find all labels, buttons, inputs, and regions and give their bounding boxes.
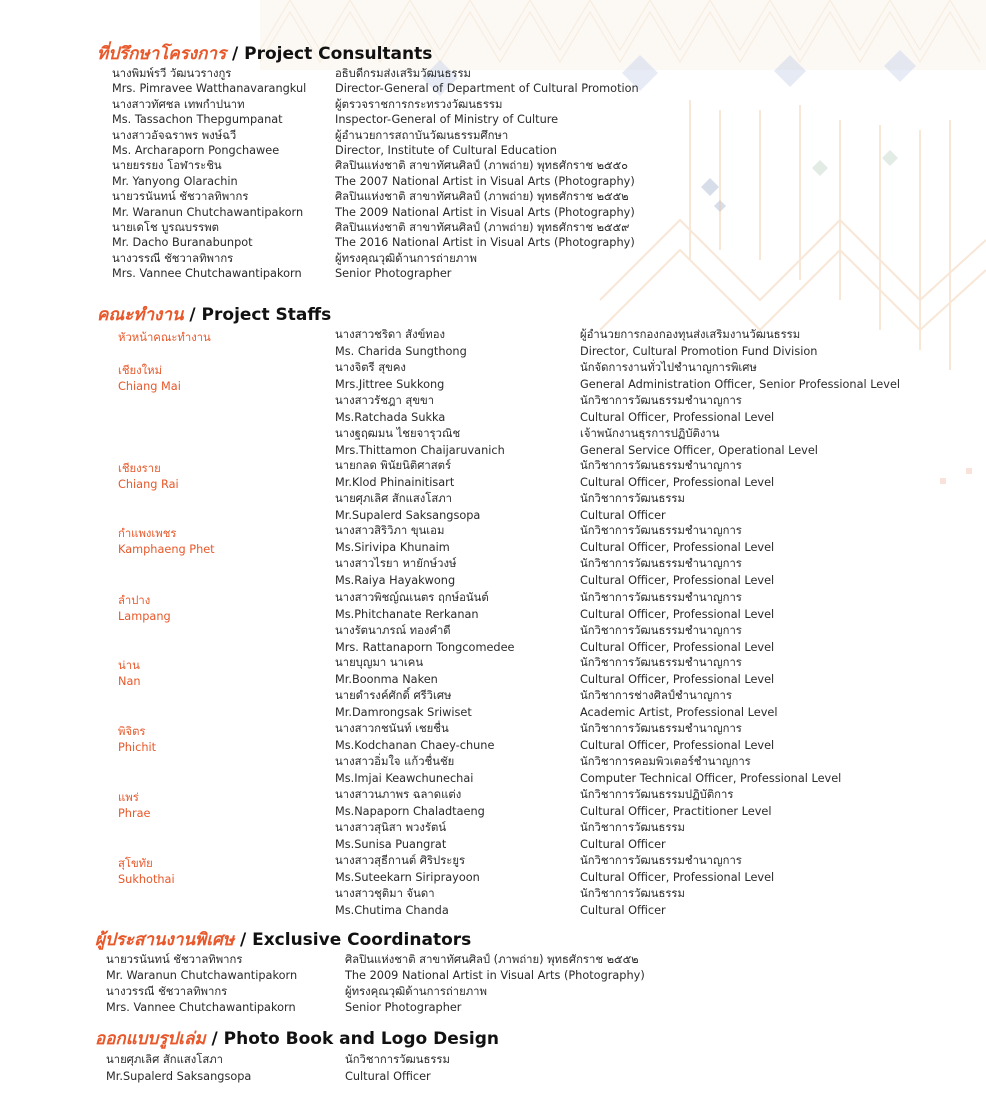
person-name: นางสาวนภาพร ฉลาดแต่ง <box>335 788 462 801</box>
person-title: ศิลปินแห่งชาติ สาขาทัศนศิลป์ (ภาพถ่าย) พุทธศักราช ๒๕๕๐ <box>335 159 629 173</box>
group-label-thai: สุโขทัย <box>118 857 153 870</box>
person-name: Mr. Yanyong Olarachin <box>112 174 238 188</box>
person-title: Cultural Officer, Practitioner Level <box>580 804 772 818</box>
person-name: Mrs. Vannee Chutchawantipakorn <box>106 1001 296 1014</box>
person-name: นางฐฤฒมน ไชยจารุวณิช <box>335 427 461 440</box>
heading-thai: คณะทำงาน <box>97 305 184 325</box>
person-name: นางวรรณี ชัชวาลทิพากร <box>112 251 234 265</box>
group-label-thai: แพร่ <box>118 791 139 804</box>
person-title: General Administration Officer, Senior Professional Level <box>580 377 901 391</box>
group-label-thai: พิจิตร <box>118 725 146 738</box>
person-title: นักวิชาการวัฒนธรรม <box>580 887 685 900</box>
section-heading-staffs <box>97 301 331 328</box>
person-title: ผู้ทรงคุณวุฒิด้านการถ่ายภาพ <box>335 251 477 265</box>
person-name: นางสาวชริดา สังข์ทอง <box>335 328 446 341</box>
person-title: ศิลปินแห่งชาติ สาขาทัศนศิลป์ (ภาพถ่าย) พุทธศักราช ๒๕๕๒ <box>345 953 639 966</box>
person-name: Ms.Suteekarn Siriprayoon <box>335 870 480 884</box>
person-name: Ms.Raiya Hayakwong <box>335 573 456 587</box>
person-name: นางสาวอิ่มใจ แก้วชื่นชัย <box>335 755 455 768</box>
group-label-thai: กำแพงเพชร <box>118 527 177 540</box>
person-title: General Service Officer, Operational Level <box>580 443 818 457</box>
person-name: Mr. Waranun Chutchawantipakorn <box>112 205 304 219</box>
person-title: นักวิชาการวัฒนธรรมชำนาญการ <box>580 394 742 407</box>
person-title: นักวิชาการวัฒนธรรมชำนาญการ <box>580 459 742 472</box>
person-title: นักจัดการงานทั่วไปชำนาญการพิเศษ <box>580 361 757 374</box>
group-label-thai: เชียงใหม่ <box>118 364 163 377</box>
person-title: Cultural Officer <box>580 508 666 522</box>
person-name: นายวรนันทน์ ชัชวาลทิพากร <box>112 190 249 204</box>
person-title: Cultural Officer, Professional Level <box>580 738 775 752</box>
person-title: The 2007 National Artist in Visual Arts (Photography) <box>335 174 635 188</box>
person-title: Director, Cultural Promotion Fund Division <box>580 344 818 358</box>
section-heading-design <box>95 1025 499 1052</box>
person-title: The 2016 National Artist in Visual Arts (Photography) <box>335 236 635 250</box>
person-title: Cultural Officer, Professional Level <box>580 573 775 587</box>
person-title: Cultural Officer, Professional Level <box>580 475 775 489</box>
person-title: Senior Photographer <box>345 1001 462 1014</box>
person-title: นักวิชาการวัฒนธรรมชำนาญการ <box>580 854 742 867</box>
person-name: นางสาวชุติมา จันดา <box>335 887 435 900</box>
person-title: Cultural Officer, Professional Level <box>580 672 775 686</box>
person-title: นักวิชาการวัฒนธรรม <box>345 1053 450 1066</box>
person-title: ผู้อำนวยการสถาบันวัฒนธรรมศึกษา <box>335 128 509 142</box>
person-name: Mr.Klod Phinainitisart <box>335 475 455 489</box>
person-name: นางสาวอัจฉราพร พงษ์ฉวี <box>112 128 237 142</box>
person-title: นักวิชาการวัฒนธรรมชำนาญการ <box>580 656 742 669</box>
heading-thai: ออกแบบรูปเล่ม <box>95 1029 206 1049</box>
person-name: นางวรรณี ชัชวาลทิพากร <box>106 985 228 998</box>
person-name: นางสาวไรยา หายักษ์วงษ์ <box>335 557 457 570</box>
person-name: Ms.Ratchada Sukka <box>335 410 446 424</box>
person-name: นางสาวกชนันท์ เชยชื่น <box>335 722 449 735</box>
person-title: นักวิชาการวัฒนธรรม <box>580 492 685 505</box>
person-title: เจ้าพนักงานธุรการปฏิบัติงาน <box>580 427 720 440</box>
person-name: Ms.Sunisa Puangrat <box>335 837 447 851</box>
group-label-thai: เชียงราย <box>118 462 161 475</box>
group-label-english: Nan <box>118 675 141 688</box>
person-title: Cultural Officer, Professional Level <box>580 540 775 554</box>
person-title: นักวิชาการวัฒนธรรมชำนาญการ <box>580 524 742 537</box>
person-name: Ms. Tassachon Thepgumpanat <box>112 113 283 127</box>
person-name: นายเดโช บูรณบรรพต <box>112 221 220 234</box>
person-name: Mrs.Thittamon Chaijaruvanich <box>335 443 505 457</box>
person-title: Director-General of Department of Cultural Promotion <box>335 82 639 96</box>
person-title: ผู้อำนวยการกองกองทุนส่งเสริมงานวัฒนธรรม <box>580 328 801 341</box>
person-title: ศิลปินแห่งชาติ สาขาทัศนศิลป์ (ภาพถ่าย) พุทธศักราช ๒๕๕๙ <box>335 221 630 234</box>
group-label-thai: ลำปาง <box>118 594 151 607</box>
person-name: นางสาวสิริวิภา ขุนเอม <box>335 524 445 537</box>
person-title: นักวิชาการช่างศิลป์ชำนาญการ <box>580 689 732 702</box>
person-title: นักวิชาการวัฒนธรรมชำนาญการ <box>580 722 742 735</box>
person-title: Cultural Officer, Professional Level <box>580 410 775 424</box>
person-title: นักวิชาการวัฒนธรรมชำนาญการ <box>580 557 742 570</box>
heading-thai: ผู้ประสานงานพิเศษ <box>95 930 235 950</box>
group-label-english: Chiang Rai <box>118 478 179 491</box>
person-title: นักวิชาการคอมพิวเตอร์ชำนาญการ <box>580 755 751 768</box>
group-label-english: Kamphaeng Phet <box>118 543 215 556</box>
group-label-english: Lampang <box>118 610 171 623</box>
person-title: The 2009 National Artist in Visual Arts (Photography) <box>345 969 645 982</box>
person-title: Cultural Officer, Professional Level <box>580 607 775 621</box>
group-label-thai: น่าน <box>118 659 140 672</box>
person-name: Ms.Imjai Keawchunechai <box>335 771 474 785</box>
person-title: อธิบดีกรมส่งเสริมวัฒนธรรม <box>335 67 471 80</box>
person-name: Mr.Damrongsak Sriwiset <box>335 705 472 719</box>
person-title: นักวิชาการวัฒนธรรมชำนาญการ <box>580 591 742 604</box>
person-title: The 2009 National Artist in Visual Arts (Photography) <box>335 205 635 219</box>
person-title: Cultural Officer <box>345 1070 431 1083</box>
person-name: Mr.Supalerd Saksangsopa <box>106 1070 252 1083</box>
person-name: Mrs. Vannee Chutchawantipakorn <box>112 267 302 281</box>
group-label-english: Phrae <box>118 807 151 820</box>
heading-thai: ที่ปรึกษาโครงการ <box>97 44 227 64</box>
person-title: ศิลปินแห่งชาติ สาขาทัศนศิลป์ (ภาพถ่าย) พุทธศักราช ๒๕๕๒ <box>335 190 629 204</box>
person-name: Ms.Phitchanate Rerkanan <box>335 607 479 621</box>
person-name: นางสาวพิชญ์ณเนตร ฤกษ์อนันต์ <box>335 591 489 604</box>
person-name: นายศุภเลิศ สักแสงโสภา <box>335 492 453 505</box>
person-title: Cultural Officer <box>580 837 666 851</box>
person-name: นายกลด พินัยนิติศาสตร์ <box>335 459 452 472</box>
person-name: Mr. Dacho Buranabunpot <box>112 236 253 250</box>
person-name: นางสาวรัชฎา สุขขา <box>335 394 435 407</box>
person-title: ผู้ทรงคุณวุฒิด้านการถ่ายภาพ <box>345 985 487 998</box>
person-name: Ms.Napaporn Chaladtaeng <box>335 804 485 818</box>
person-name: นายยรรยง โอฬาระชิน <box>112 159 222 173</box>
person-name: นายดำรงค์ศักดิ์ ศรีวิเศษ <box>335 689 452 702</box>
person-name: Ms. Archaraporn Pongchawee <box>112 144 280 157</box>
group-label-thai: หัวหน้าคณะทำงาน <box>118 331 211 344</box>
section-heading-consultants <box>97 40 432 67</box>
person-title: Inspector-General of Ministry of Culture <box>335 113 559 127</box>
group-label-english: Chiang Mai <box>118 380 181 393</box>
person-title: Cultural Officer, Professional Level <box>580 870 775 884</box>
person-name: นายบุญมา นาเคน <box>335 656 424 669</box>
heading-english: / Exclusive Coordinators <box>239 930 472 950</box>
person-name: นางรัตนาภรณ์ ทองคำดี <box>335 624 451 637</box>
person-name: Mrs. Pimravee Watthanavarangkul <box>112 82 307 96</box>
section-heading-coordinators <box>95 926 471 953</box>
person-title: นักวิชาการวัฒนธรรมชำนาญการ <box>580 624 742 637</box>
heading-english: / Photo Book and Logo Design <box>211 1029 499 1049</box>
person-name: Ms.Sirivipa Khunaim <box>335 540 450 554</box>
group-label-english: Phichit <box>118 741 157 754</box>
heading-english: / Project Consultants <box>232 44 433 64</box>
person-name: นางพิมพ์รวี วัฒนวรางกูร <box>112 67 232 80</box>
person-name: Mr.Boonma Naken <box>335 672 438 686</box>
person-title: Cultural Officer <box>580 903 666 917</box>
group-label-english: Sukhothai <box>118 873 175 886</box>
person-title: Director, Institute of Cultural Education <box>335 144 557 157</box>
person-title: Computer Technical Officer, Professional Level <box>580 771 842 785</box>
person-name: นางจิตรี สุขคง <box>335 361 406 374</box>
person-name: Mr. Waranun Chutchawantipakorn <box>106 969 298 982</box>
person-name: นางสาวสุธีกานต์ ศิริประยูร <box>335 854 466 867</box>
person-name: Mr.Supalerd Saksangsopa <box>335 508 481 522</box>
person-name: Mrs. Rattanaporn Tongcomedee <box>335 640 515 654</box>
person-name: Ms.Kodchanan Chaey-chune <box>335 738 495 752</box>
person-title: Senior Photographer <box>335 267 452 281</box>
heading-english: / Project Staffs <box>189 305 332 325</box>
person-name: Ms.Chutima Chanda <box>335 903 449 917</box>
person-name: นางสาวสุนิสา พวงรัตน์ <box>335 821 447 834</box>
person-title: Cultural Officer, Professional Level <box>580 640 775 654</box>
person-title: Academic Artist, Professional Level <box>580 705 778 719</box>
person-title: ผู้ตรวจราชการกระทรวงวัฒนธรรม <box>335 97 503 111</box>
person-name: Ms. Charida Sungthong <box>335 344 467 358</box>
person-name: Mrs.Jittree Sukkong <box>335 377 445 391</box>
person-title: นักวิชาการวัฒนธรรมปฏิบัติการ <box>580 788 734 801</box>
person-name: นายวรนันทน์ ชัชวาลทิพากร <box>106 953 243 966</box>
person-title: นักวิชาการวัฒนธรรม <box>580 821 685 834</box>
person-name: นายศุภเลิศ สักแสงโสภา <box>106 1053 224 1066</box>
person-name: นางสาวทัศชล เทพกำปนาท <box>112 97 245 111</box>
